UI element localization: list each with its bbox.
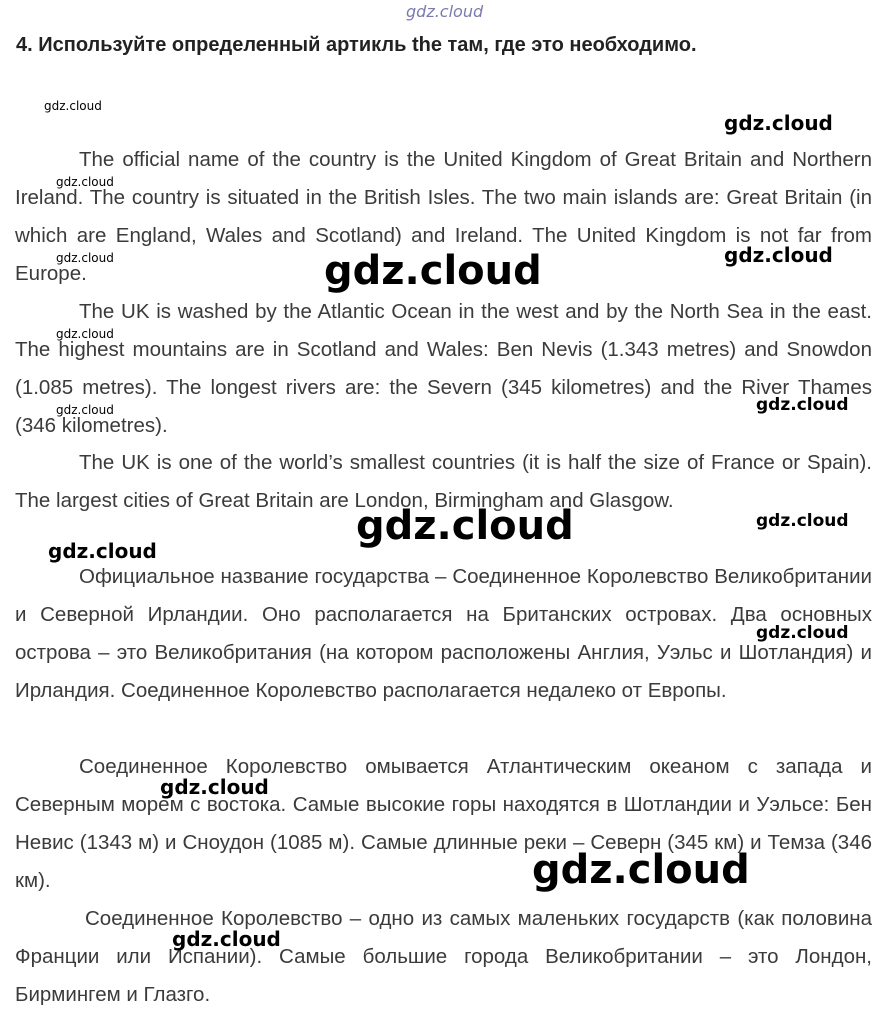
russian-paragraph-2: Соединенное Королевство омывается Атлантическим океаном с запада и Северным морем с востока. Самые высокие горы находятся в Шотландии и Уэльсе: Бен Невис (1343 м) и Сноудон (1085 м). Самые длинные реки – Северн (345 км) и Темза (346 км).: [15, 755, 872, 892]
watermark: gdz.cloud: [44, 99, 102, 113]
watermark: gdz.cloud: [756, 511, 849, 531]
watermark: gdz.cloud: [724, 111, 833, 135]
watermark: gdz.cloud: [48, 539, 157, 563]
watermark: gdz.cloud: [724, 243, 833, 267]
russian-paragraph-3: Соединенное Королевство – одно из самых маленьких государств (как половина Франции или Испании). Самые большие города Великобритании – это Лондон, Бирмингем и Глазго.: [15, 907, 872, 1006]
watermark: gdz.cloud: [56, 251, 114, 265]
task-heading: 4. Используйте определенный артикль the там, где это необходимо.: [16, 34, 697, 56]
watermark: gdz.cloud: [56, 327, 114, 341]
watermark: gdz.cloud: [56, 175, 114, 189]
watermark: gdz.cloud: [756, 395, 849, 415]
watermark: gdz.cloud: [356, 503, 574, 549]
watermark: gdz.cloud: [324, 248, 542, 294]
watermark: gdz.cloud: [532, 847, 750, 893]
watermark: gdz.cloud: [756, 623, 849, 643]
english-paragraph-2: The UK is washed by the Atlantic Ocean in the west and by the North Sea in the east. The highest mountains are in Scotland and Wales: Ben Nevis (1.343 metres) and Snowdon (1.085 metres). The longest rivers are: the Severn (345 kilometres) and the River Thames (346 kilometres).: [15, 300, 872, 437]
watermark: gdz.cloud: [160, 775, 269, 799]
watermark: gdz.cloud: [56, 403, 114, 417]
watermark: gdz.cloud: [172, 927, 281, 951]
english-paragraph-3: The UK is one of the world’s smallest countries (it is half the size of France or Spain). The largest cities of Great Britain are London, Birmingham and Glasgow.: [15, 451, 872, 512]
russian-paragraph-1: Официальное название государства – Соединенное Королевство Великобритании и Северной Ирландии. Оно располагается на Британских островах. Два основных острова – это Великобритания (на котором расположены Англия, Уэльс и Шотландия) и Ирландия. Соединенное Королевство располагается недалеко от Европы.: [15, 565, 872, 702]
watermark-top: gdz.cloud: [406, 2, 484, 21]
english-paragraph-1: The official name of the country is the United Kingdom of Great Britain and Northern Ireland. The country is situated in the British Isles. The two main islands are: Great Britain (in which are England, Wales and Scotland) and Ireland. The United Kingdom is not far from Europe.: [15, 148, 872, 285]
